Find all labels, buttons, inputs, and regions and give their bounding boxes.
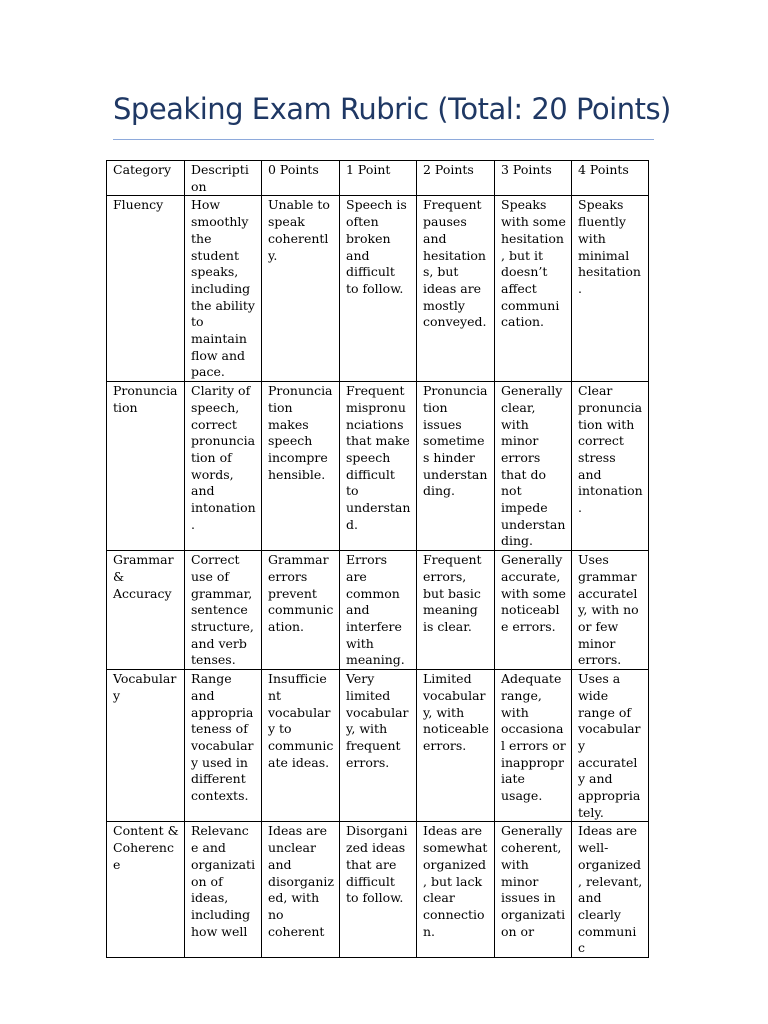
title-underline xyxy=(113,139,654,140)
score-4-cell: Ideas are well-organized, relevant, and clearly communic xyxy=(572,822,649,958)
score-0-cell: Pronunciation makes speech incomprehensible. xyxy=(262,382,340,551)
score-4-cell: Speaks fluently with minimal hesitation. xyxy=(572,196,649,382)
description-cell: How smoothly the student speaks, including the ability to maintain flow and pace. xyxy=(185,196,262,382)
category-cell: Grammar & Accuracy xyxy=(107,551,185,670)
score-0-cell: Ideas are unclear and disorganized, with no coherent xyxy=(262,822,340,958)
score-2-cell: Pronunciation issues sometimes hinder understanding. xyxy=(417,382,495,551)
header-cell-2-points: 2 Points xyxy=(417,161,495,196)
score-3-cell: Generally accurate, with some noticeable errors. xyxy=(495,551,572,670)
score-3-cell: Generally clear, with minor errors that do not impede understanding. xyxy=(495,382,572,551)
score-1-cell: Frequent mispronunciations that make speech difficult to understand. xyxy=(340,382,417,551)
category-cell: Pronunciation xyxy=(107,382,185,551)
score-2-cell: Frequent pauses and hesitations, but ideas are mostly conveyed. xyxy=(417,196,495,382)
rubric-table xyxy=(106,160,649,958)
category-cell: Vocabulary xyxy=(107,670,185,822)
header-cell-1-point: 1 Point xyxy=(340,161,417,196)
score-0-cell: Grammar errors prevent communication. xyxy=(262,551,340,670)
header-cell-description: Description xyxy=(185,161,262,196)
header-cell-0-points: 0 Points xyxy=(262,161,340,196)
header-cell-4-points: 4 Points xyxy=(572,161,649,196)
score-4-cell: Clear pronunciation with correct stress and intonation. xyxy=(572,382,649,551)
category-cell: Content & Coherence xyxy=(107,822,185,958)
score-0-cell: Insufficient vocabulary to communicate ideas. xyxy=(262,670,340,822)
score-2-cell: Limited vocabulary, with noticeable errors. xyxy=(417,670,495,822)
description-cell: Range and appropriateness of vocabulary used in different contexts. xyxy=(185,670,262,822)
score-3-cell: Speaks with some hesitation, but it doesn’t affect communication. xyxy=(495,196,572,382)
score-1-cell: Errors are common and interfere with meaning. xyxy=(340,551,417,670)
rubric-row-fluency xyxy=(107,196,649,382)
description-cell: Correct use of grammar, sentence structure, and verb tenses. xyxy=(185,551,262,670)
score-4-cell: Uses a wide range of vocabulary accurately and appropriately. xyxy=(572,670,649,822)
score-2-cell: Frequent errors, but basic meaning is clear. xyxy=(417,551,495,670)
score-1-cell: Speech is often broken and difficult to follow. xyxy=(340,196,417,382)
rubric-row-grammar-accuracy xyxy=(107,551,649,670)
score-0-cell: Unable to speak coherently. xyxy=(262,196,340,382)
score-4-cell: Uses grammar accurately, with no or few minor errors. xyxy=(572,551,649,670)
score-1-cell: Very limited vocabulary, with frequent errors. xyxy=(340,670,417,822)
document-title: Speaking Exam Rubric (Total: 20 Points) xyxy=(113,92,671,126)
header-cell-category: Category xyxy=(107,161,185,196)
score-3-cell: Adequate range, with occasional errors or inappropriate usage. xyxy=(495,670,572,822)
rubric-row-content-coherence xyxy=(107,822,649,958)
rubric-row-vocabulary xyxy=(107,670,649,822)
score-1-cell: Disorganized ideas that are difficult to follow. xyxy=(340,822,417,958)
description-cell: Relevance and organization of ideas, including how well xyxy=(185,822,262,958)
score-2-cell: Ideas are somewhat organized, but lack clear connection. xyxy=(417,822,495,958)
score-3-cell: Generally coherent, with minor issues in organization or xyxy=(495,822,572,958)
header-cell-3-points: 3 Points xyxy=(495,161,572,196)
rubric-row-pronunciation xyxy=(107,382,649,551)
description-cell: Clarity of speech, correct pronunciation of words, and intonation. xyxy=(185,382,262,551)
category-cell: Fluency xyxy=(107,196,185,382)
header-row xyxy=(107,161,649,196)
